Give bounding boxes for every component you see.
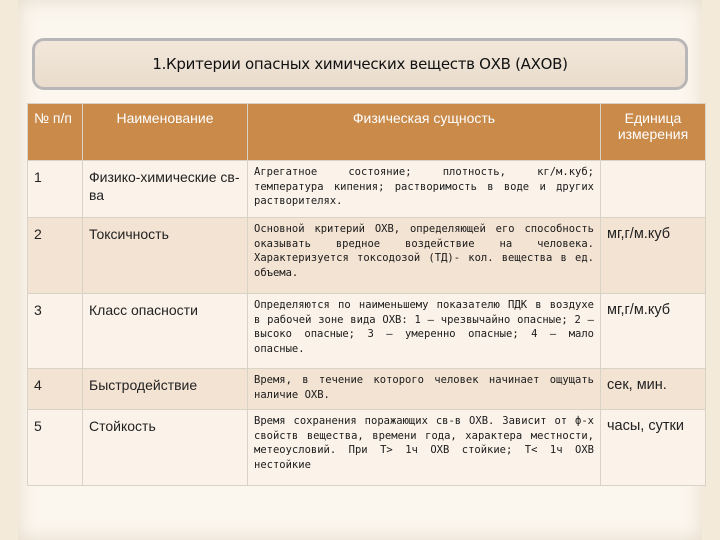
table-row — [28, 369, 706, 410]
row-number: 3 — [28, 294, 83, 369]
row-name: Класс опасности — [83, 294, 248, 369]
header-number: № п/п — [28, 104, 83, 161]
row-name: Стойкость — [83, 410, 248, 486]
row-unit: сек, мин. — [601, 369, 706, 410]
row-essence: Время сохранения поражающих св-в ОХВ. Зависит от ф-х свойств вещества, времени года, характера местности, метеоусловий. При Т> 1ч ОХВ стойкие; Т< 1ч ОХВ нестойкие — [248, 410, 601, 486]
table-row — [28, 410, 706, 486]
row-unit: мг,г/м.куб — [601, 218, 706, 294]
row-number: 1 — [28, 161, 83, 218]
row-essence: Основной критерий ОХВ, определяющей его способность оказывать вредное воздействие на человека. Характеризуется токсодозой (ТД)- кол. вещества в ед. объема. — [248, 218, 601, 294]
row-essence: Определяются по наименьшему показателю ПДК в воздухе в рабочей зоне вида ОХВ: 1 – чрезвычайно опасные; 2 –высоко опасные; 3 – умеренно опасные; 4 – мало опасные. — [248, 294, 601, 369]
row-unit: мг,г/м.куб — [601, 294, 706, 369]
title-box — [32, 38, 688, 90]
row-essence: Агрегатное состояние; плотность, кг/м.куб; температура кипения; растворимость в воде и других растворителях. — [248, 161, 601, 218]
row-number: 5 — [28, 410, 83, 486]
row-name: Быстродействие — [83, 369, 248, 410]
row-essence: Время, в течение которого человек начинает ощущать наличие ОХВ. — [248, 369, 601, 410]
table-row — [28, 294, 706, 369]
criteria-table — [27, 103, 706, 486]
row-number: 2 — [28, 218, 83, 294]
header-essence: Физическая сущность — [248, 104, 601, 161]
row-unit — [601, 161, 706, 218]
table-row — [28, 218, 706, 294]
header-name: Наименование — [83, 104, 248, 161]
slide-title: 1.Критерии опасных химических веществ ОХВ (АХОВ) — [152, 55, 568, 73]
header-unit: Единица измерения — [601, 104, 706, 161]
table-row — [28, 161, 706, 218]
row-name: Токсичность — [83, 218, 248, 294]
row-unit: часы, сутки — [601, 410, 706, 486]
row-name: Физико-химические св-ва — [83, 161, 248, 218]
row-number: 4 — [28, 369, 83, 410]
table-header-row — [28, 104, 706, 161]
